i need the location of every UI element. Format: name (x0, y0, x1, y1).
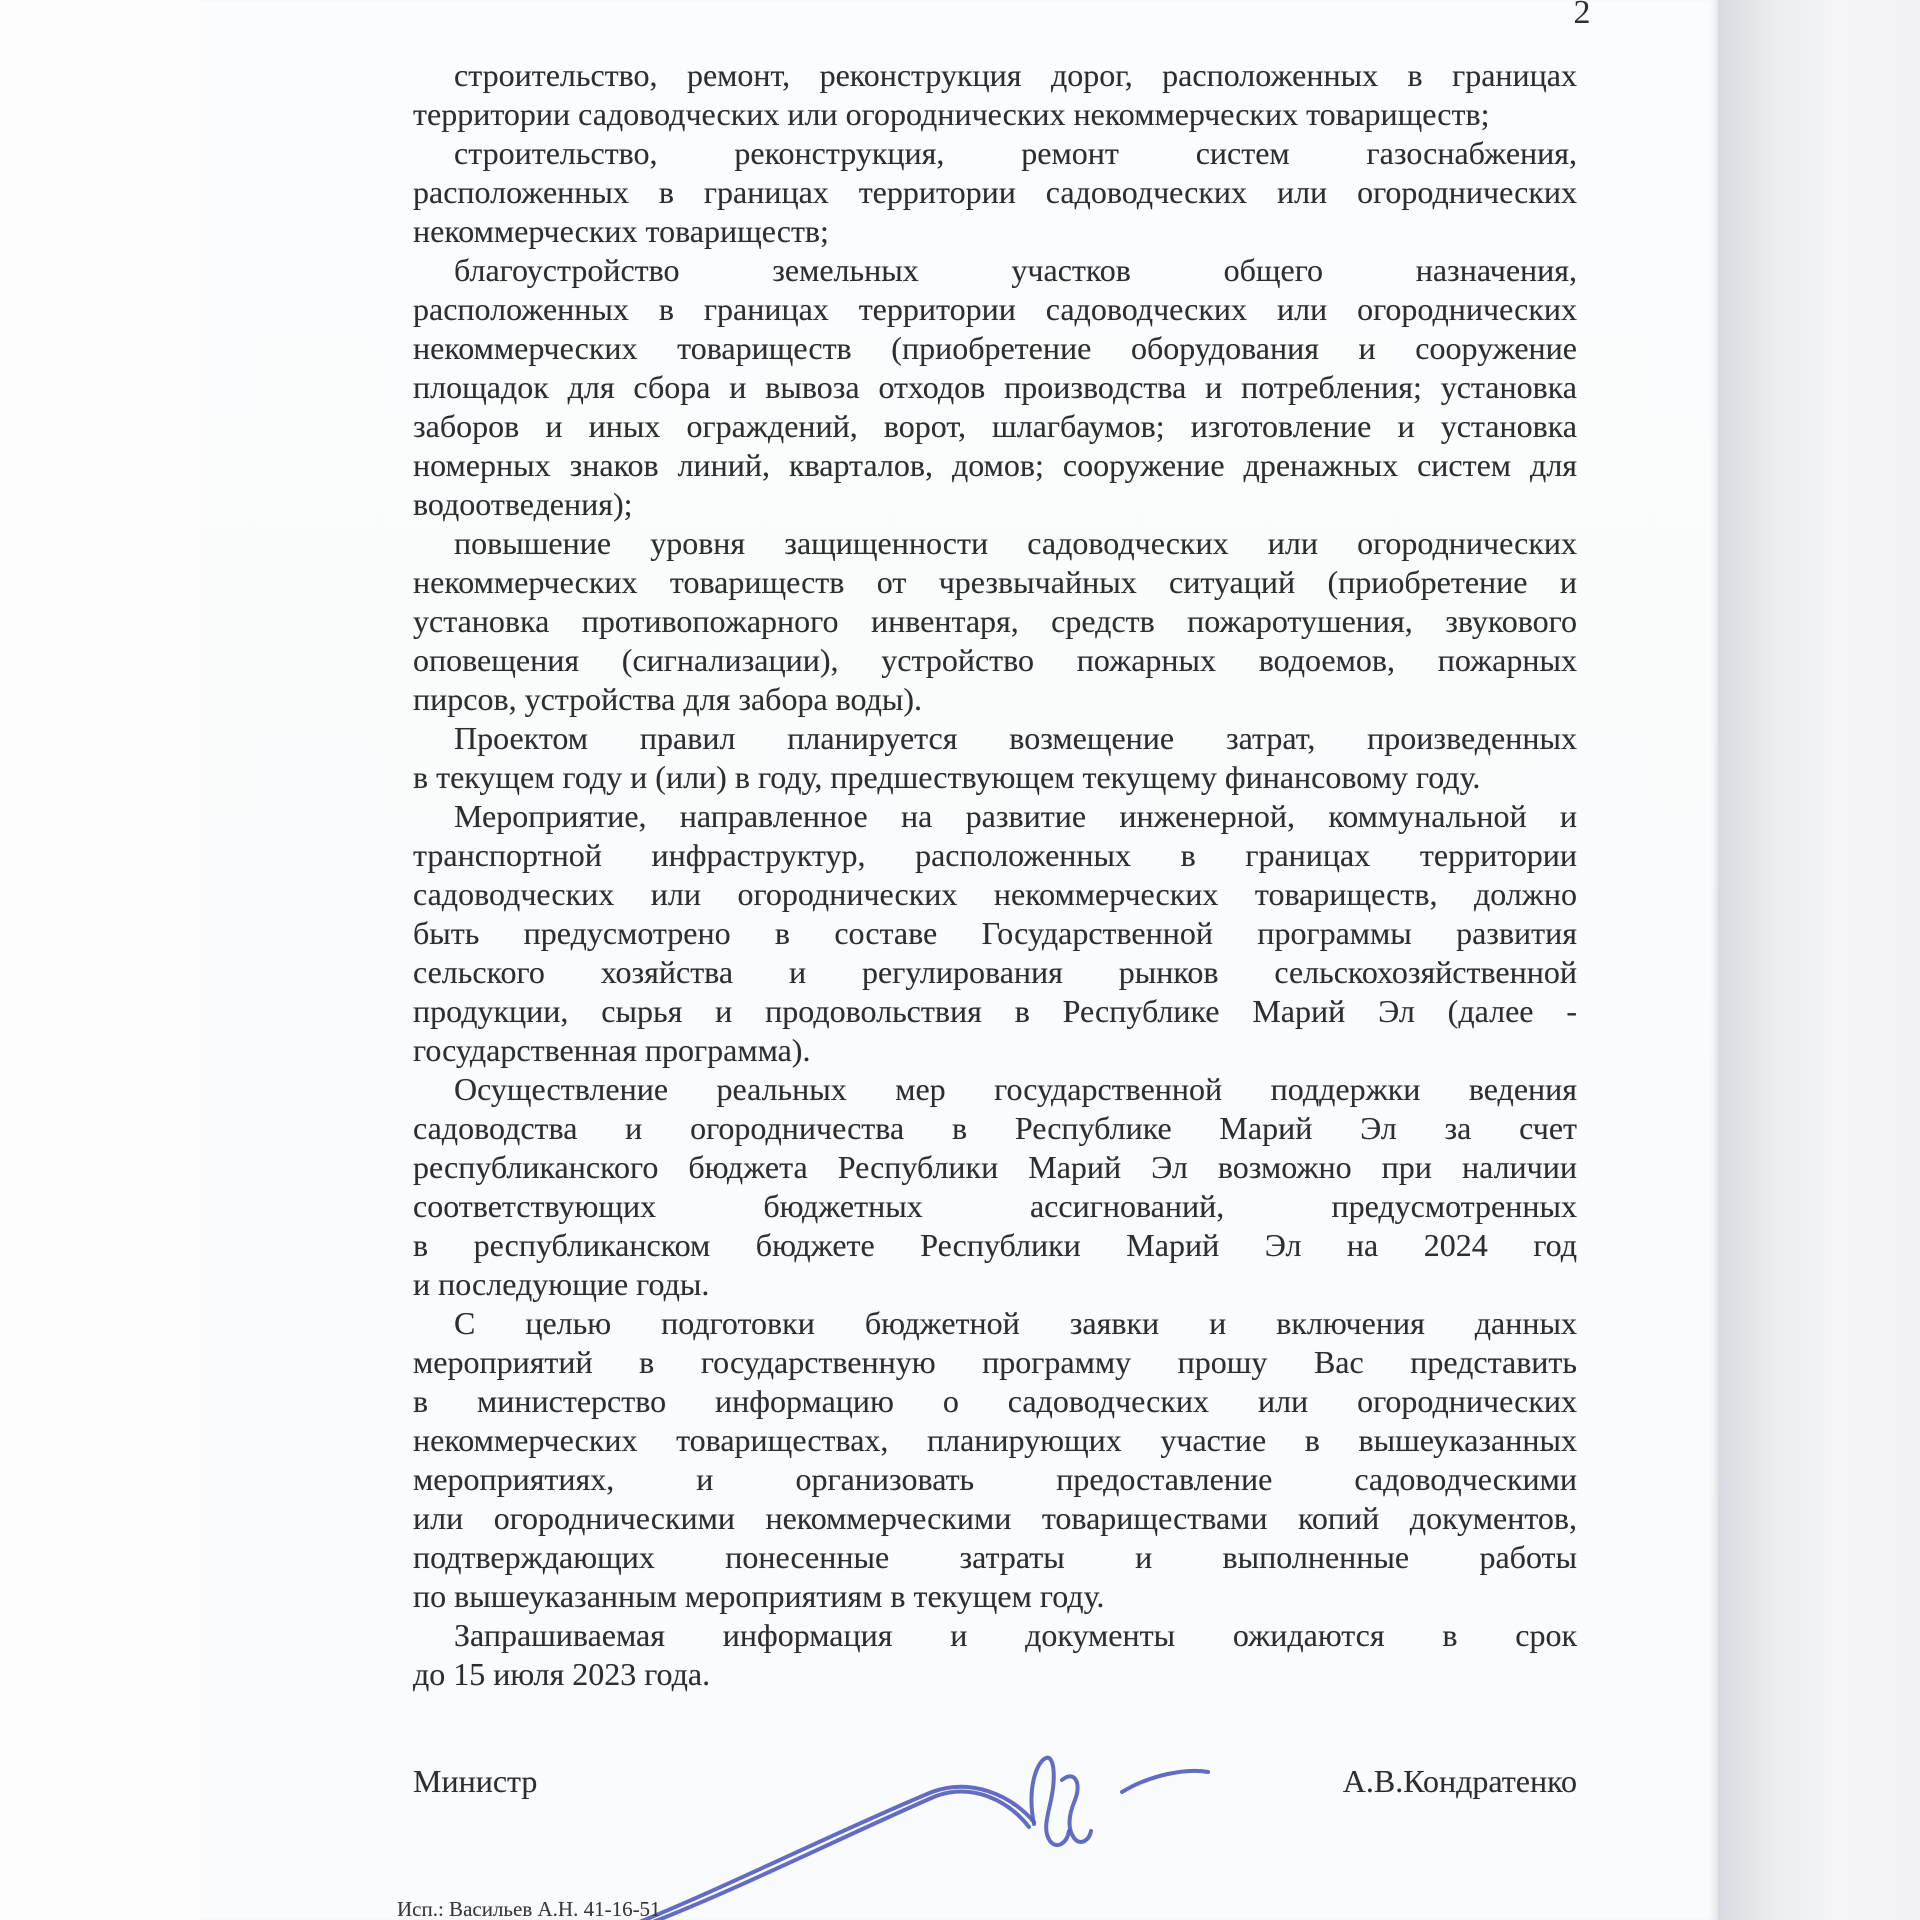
text-line: подтверждающих понесенные затраты и выполненные работы (413, 1539, 1577, 1575)
paragraph (413, 134, 1577, 251)
text-line: Мероприятие, направленное на развитие инженерной, коммунальной и (454, 798, 1577, 834)
text-line: некоммерческих товариществах, планирующих участие в вышеуказанных (413, 1422, 1577, 1458)
text-line: мероприятий в государственную программу прошу Вас представить (413, 1344, 1577, 1380)
executor-note: Исп.: Васильев А.Н. 41-16-51 (397, 1897, 661, 1920)
text-line: по вышеуказанным мероприятиям в текущем году. (413, 1578, 1105, 1614)
text-line: повышение уровня защищенности садоводческих или огороднических (454, 525, 1577, 561)
text-line: расположенных в границах территории садоводческих или огороднических (413, 291, 1577, 327)
minister-title: Министр (413, 1763, 538, 1799)
paragraph (413, 524, 1577, 719)
text-line: некоммерческих товариществ; (413, 213, 829, 249)
text-line: территории садоводческих или огороднических некоммерческих товариществ; (413, 96, 1490, 132)
text-line: быть предусмотрено в составе Государственной программы развития (413, 915, 1577, 951)
paragraph (413, 1616, 1577, 1694)
text-line: пирсов, устройства для забора воды). (413, 681, 923, 717)
scan-background (1718, 0, 1920, 1920)
paragraph (413, 1070, 1577, 1304)
text-line: и последующие годы. (413, 1266, 710, 1302)
signature-ink-icon (610, 1742, 1230, 1920)
page-number: 2 (1573, 0, 1591, 31)
text-line: заборов и иных ограждений, ворот, шлагбаумов; изготовление и установка (413, 408, 1577, 444)
text-line: мероприятиях, и организовать предоставление садоводческими (413, 1461, 1577, 1497)
paragraph (413, 251, 1577, 524)
letter-body (413, 56, 1577, 1694)
text-line: некоммерческих товариществ (приобретение оборудования и сооружение (413, 330, 1577, 366)
text-line: садоводческих или огороднических некоммерческих товариществ, должно (413, 876, 1577, 912)
text-line: продукции, сырья и продовольствия в Республике Марий Эл (далее - (413, 993, 1577, 1029)
text-line: сельского хозяйства и регулирования рынков сельскохозяйственной (413, 954, 1577, 990)
text-line: оповещения (сигнализации), устройство пожарных водоемов, пожарных (413, 642, 1577, 678)
paragraph (413, 719, 1577, 797)
text-line: государственная программа). (413, 1032, 811, 1068)
scanned-page (200, 0, 1718, 1920)
text-line: С целью подготовки бюджетной заявки и включения данных (454, 1305, 1577, 1341)
text-line: Осуществление реальных мер государственной поддержки ведения (454, 1071, 1577, 1107)
paragraph (413, 1304, 1577, 1616)
signatory-name: А.В.Кондратенко (1342, 1763, 1577, 1799)
text-line: республиканского бюджета Республики Марий Эл возможно при наличии (413, 1149, 1577, 1185)
text-line: строительство, ремонт, реконструкция дорог, расположенных в границах (454, 57, 1577, 93)
text-line: транспортной инфраструктур, расположенных в границах территории (413, 837, 1577, 873)
text-line: в текущем году и (или) в году, предшествующем текущему финансовому году. (413, 759, 1481, 795)
text-line: или огородническими некоммерческими товариществами копий документов, (413, 1500, 1577, 1536)
text-line: в министерство информацию о садоводческих или огороднических (413, 1383, 1577, 1419)
text-line: строительство, реконструкция, ремонт систем газоснабжения, (454, 135, 1577, 171)
text-line: Проектом правил планируется возмещение затрат, произведенных (454, 720, 1577, 756)
text-line: благоустройство земельных участков общего назначения, (454, 252, 1577, 288)
paragraph (413, 797, 1577, 1070)
text-line: до 15 июля 2023 года. (413, 1656, 711, 1692)
text-line: расположенных в границах территории садоводческих или огороднических (413, 174, 1577, 210)
text-line: установка противопожарного инвентаря, средств пожаротушения, звукового (413, 603, 1577, 639)
text-line: Запрашиваемая информация и документы ожидаются в срок (454, 1617, 1577, 1653)
text-line: номерных знаков линий, кварталов, домов; сооружение дренажных систем для (413, 447, 1577, 483)
text-line: некоммерческих товариществ от чрезвычайных ситуаций (приобретение и (413, 564, 1577, 600)
text-line: соответствующих бюджетных ассигнований, предусмотренных (413, 1188, 1577, 1224)
text-line: садоводства и огородничества в Республике Марий Эл за счет (413, 1110, 1577, 1146)
text-line: площадок для сбора и вывоза отходов производства и потребления; установка (413, 369, 1577, 405)
text-line: в республиканском бюджете Республики Марий Эл на 2024 год (413, 1227, 1577, 1263)
text-line: водоотведения); (413, 486, 633, 522)
paragraph (413, 56, 1577, 134)
